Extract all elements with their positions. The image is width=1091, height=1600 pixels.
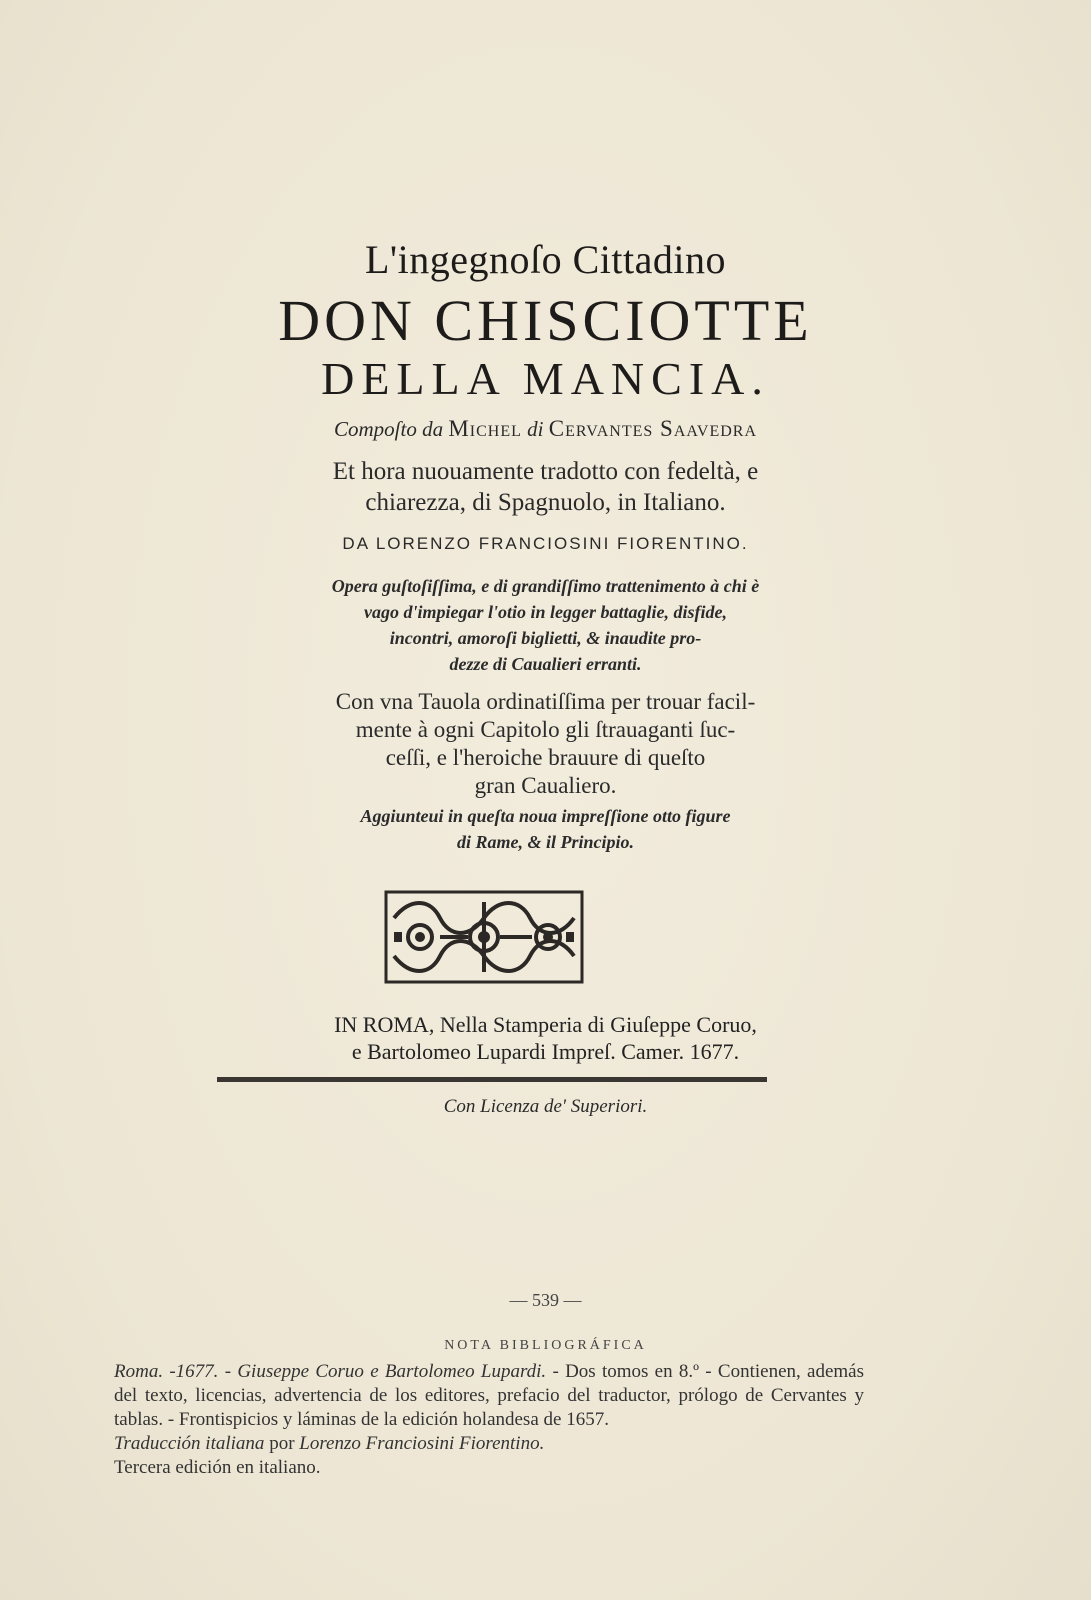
translator-line: DA LORENZO FRANCIOSINI FIORENTINO. bbox=[342, 534, 749, 553]
author-prefix: Compoſto da bbox=[334, 417, 444, 441]
biblio-edition: Tercera edición en italiano. bbox=[114, 1457, 321, 1478]
translation-line: Et hora nuouamente tradotto con fedeltà, e bbox=[332, 458, 759, 485]
licenza-line: Con Licenza de' Superiori. bbox=[443, 1096, 648, 1117]
tauola-line: ceſſi, e l'heroiche brauure di queſto bbox=[385, 745, 706, 770]
author-di: di bbox=[527, 417, 544, 441]
biblio-translation bbox=[114, 1432, 864, 1456]
opera-line: incontri, amoroſi biglietti, & inaudite pro- bbox=[389, 628, 702, 648]
translation-por: por bbox=[264, 1433, 300, 1454]
title-della-mancia: DELLA MANCIA. bbox=[321, 353, 770, 404]
biblio-place-date: Roma. -1677. - bbox=[114, 1361, 232, 1382]
tauola-line: Con vna Tauola ordinatiſſima per trouar facil- bbox=[335, 689, 756, 714]
author-first: Michel bbox=[448, 416, 522, 441]
imprint bbox=[0, 1011, 1091, 1065]
aggiunta-line: di Rame, & il Principio. bbox=[456, 832, 634, 852]
opera-line: vago d'impiegar l'otio in legger battaglie, disfide, bbox=[364, 602, 727, 622]
title-don-chisciotte: DON CHISCIOTTE bbox=[278, 288, 813, 353]
author-line bbox=[0, 416, 1091, 442]
opera-description bbox=[0, 573, 1091, 677]
biblio-printers: Giuseppe Coruo e Bartolomeo Lupardi. bbox=[237, 1361, 547, 1382]
author-last: Cervantes Saavedra bbox=[548, 416, 757, 441]
opera-line: dezze di Caualieri erranti. bbox=[449, 654, 642, 674]
imprint-line: IN ROMA, Nella Stamperia di Giuſeppe Coruo, bbox=[334, 1012, 757, 1037]
aggiunta-note bbox=[0, 803, 1091, 855]
translation-note bbox=[0, 456, 1091, 518]
biblio-entry bbox=[114, 1360, 864, 1432]
page-number: — 539 — bbox=[509, 1290, 582, 1310]
title-line-1: L'ingegnoſo Cittadino bbox=[364, 237, 726, 282]
imprint-line: e Bartolomeo Lupardi Impreſ. Camer. 1677. bbox=[351, 1039, 740, 1064]
tauola-line: gran Caualiero. bbox=[474, 773, 617, 798]
horizontal-rule bbox=[217, 1077, 767, 1082]
nota-heading: NOTA BIBLIOGRÁFICA bbox=[444, 1338, 647, 1353]
tauola-description bbox=[0, 688, 1091, 800]
bibliographic-note bbox=[114, 1360, 864, 1480]
printer-ornament bbox=[380, 888, 588, 986]
translator-name: Lorenzo Franciosini Fiorentino. bbox=[299, 1433, 545, 1454]
aggiunta-line: Aggiunteui in queſta noua impreſſione otto figure bbox=[360, 806, 731, 826]
translation-line: chiarezza, di Spagnuolo, in Italiano. bbox=[365, 489, 726, 516]
opera-line: Opera guſtoſiſſima, e di grandiſſimo trattenimento à chi è bbox=[331, 576, 760, 596]
translation-label: Traducción italiana bbox=[114, 1433, 265, 1454]
biblio-description: - Dos tomos en 8.º - Contienen, además del texto, licencias, advertencia de los editores, prefacio del traductor, prólogo de Cervantes y tablas. - Frontispicios y láminas de la edición holandesa de 1657. bbox=[114, 1361, 865, 1430]
tauola-line: mente à ogni Capitolo gli ſtrauaganti ſuc- bbox=[355, 717, 736, 742]
